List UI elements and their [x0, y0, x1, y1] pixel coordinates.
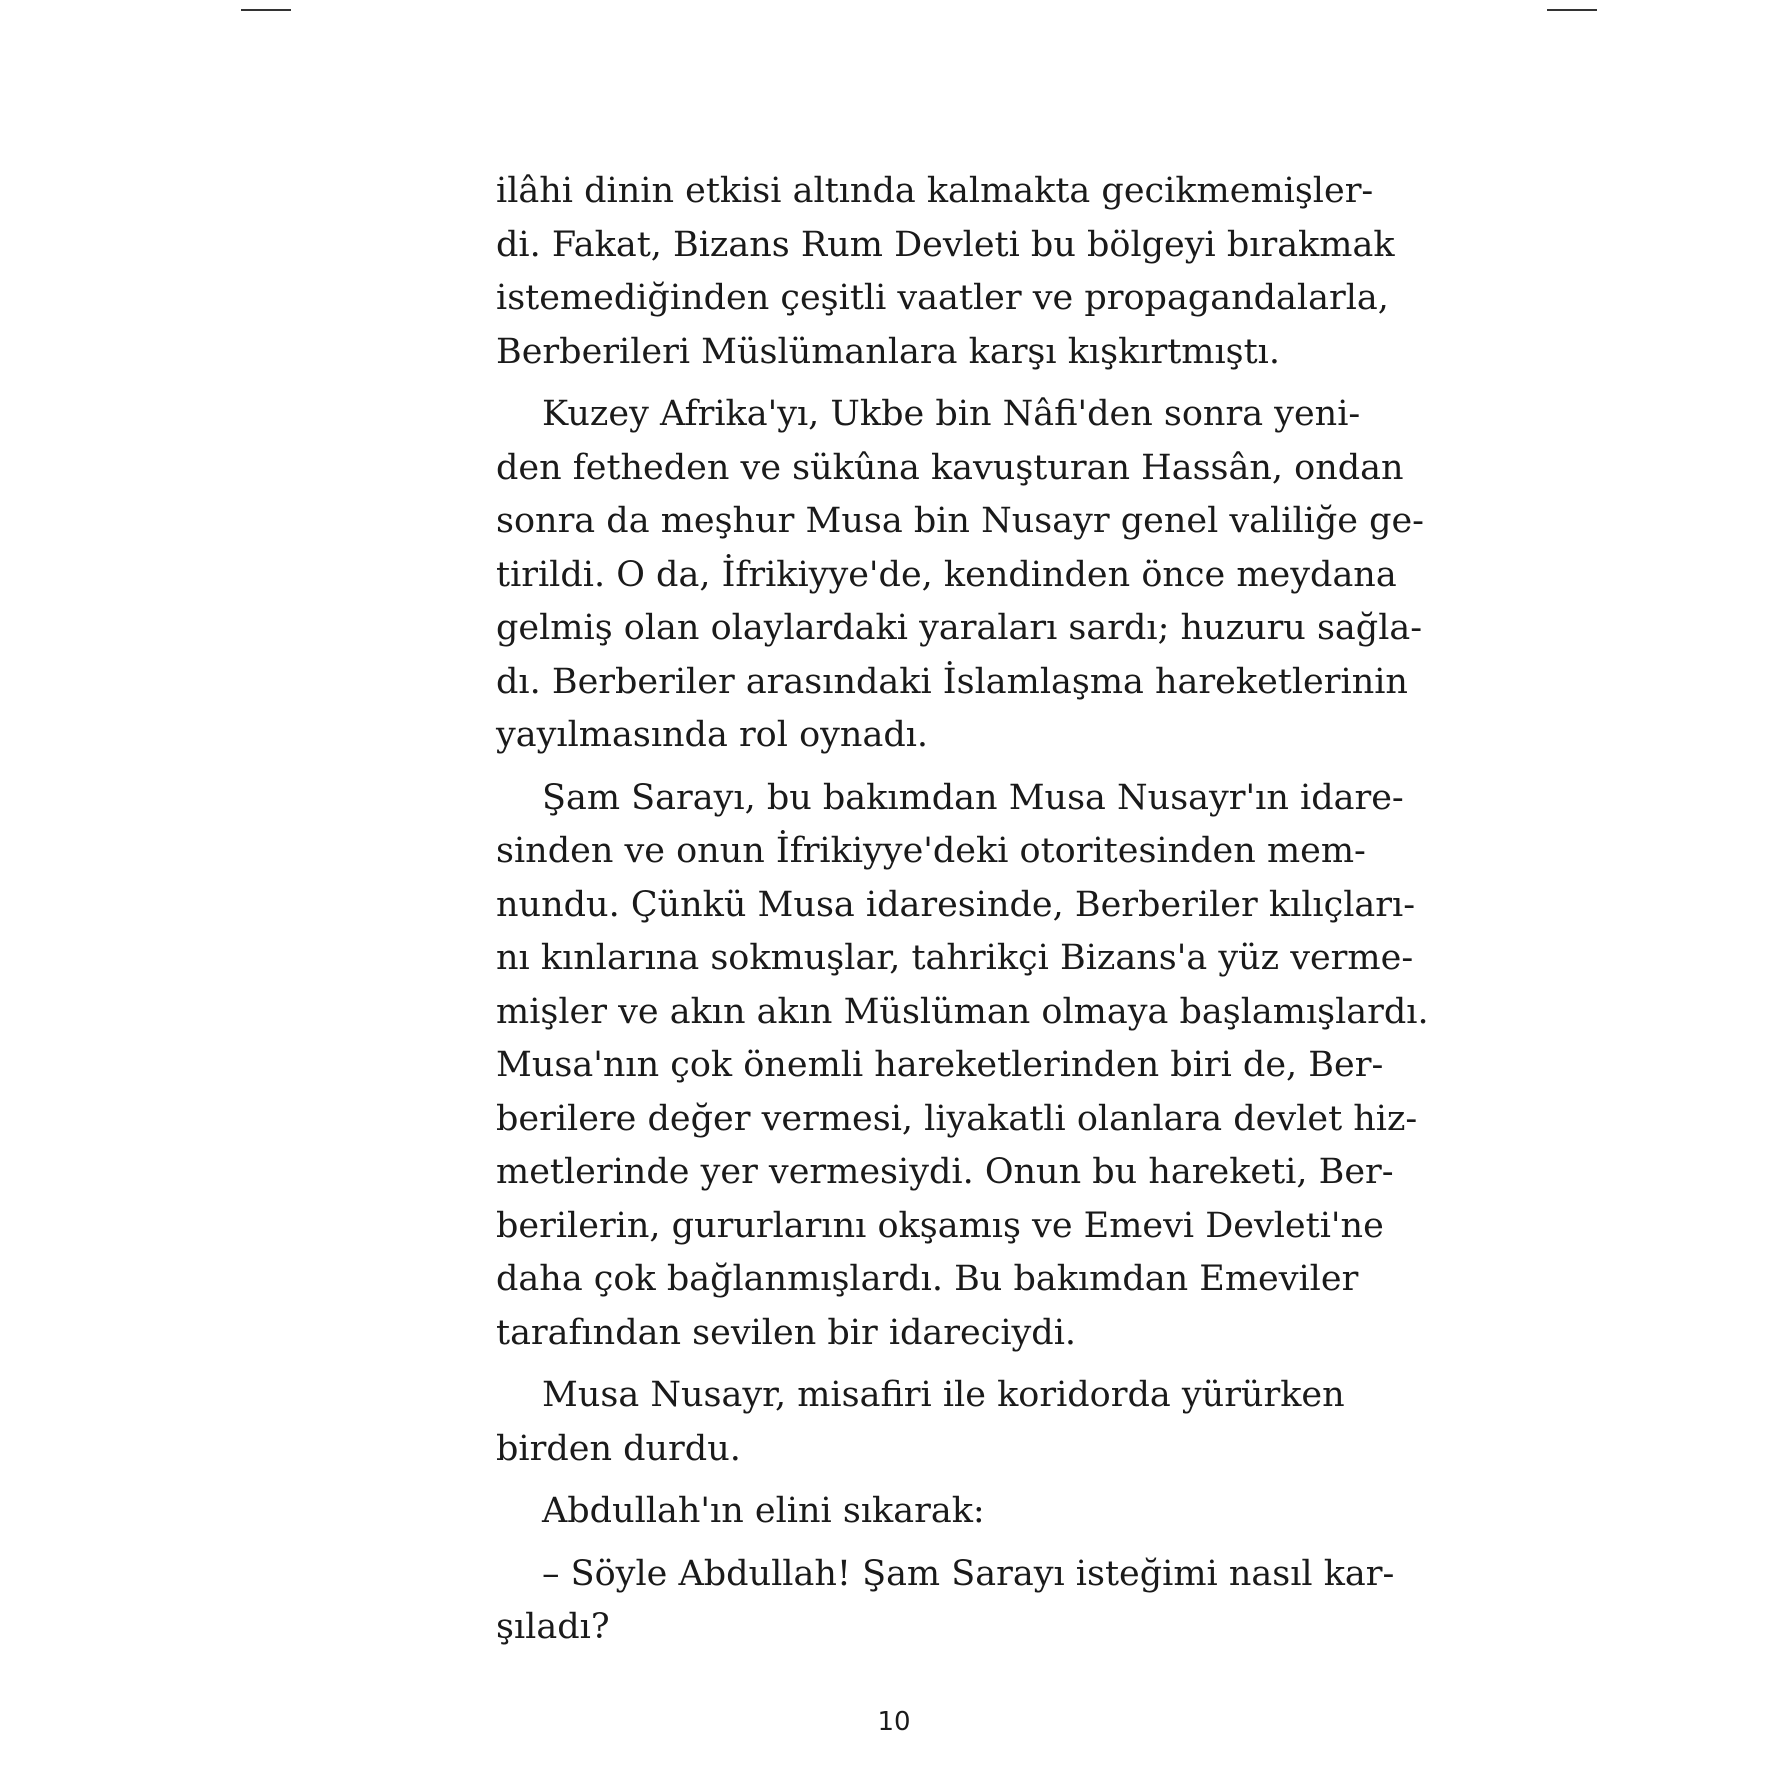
paragraph-3	[496, 772, 1429, 1361]
crop-mark-left	[241, 9, 291, 11]
text-line: birden durdu.	[496, 1428, 741, 1469]
text-line: Kuzey Afrika'yı, Ukbe bin Nâfi'den sonra yeni-	[542, 394, 1361, 434]
text-line: mişler ve akın akın Müslüman olmaya başlamışlardı.	[496, 991, 1429, 1032]
text-line: den fetheden ve sükûna kavuşturan Hassân, ondan	[496, 447, 1404, 488]
text-line: Berberileri Müslümanlara karşı kışkırtmıştı.	[496, 331, 1280, 372]
text-line: di. Fakat, Bizans Rum Devleti bu bölgeyi bırakmak	[496, 224, 1395, 265]
text-line: Musa'nın çok önemli hareketlerinden biri de, Ber-	[496, 1045, 1384, 1085]
text-line: dı. Berberiler arasındaki İslamlaşma hareketlerinin	[496, 661, 1408, 702]
text-line: tarafından sevilen bir idareciydi.	[496, 1312, 1077, 1353]
text-line: sinden ve onun İfrikiyye'deki otoritesinden mem-	[496, 831, 1366, 871]
page-number: 10	[877, 1707, 911, 1737]
text-line: metlerinde yer vermesiydi. Onun bu hareketi, Ber-	[496, 1152, 1394, 1192]
body-text	[496, 165, 1429, 1664]
paragraph-2	[496, 388, 1425, 763]
text-line: nundu. Çünkü Musa idaresinde, Berberiler kılıçları-	[496, 884, 1416, 925]
text-line: yayılmasında rol oynadı.	[496, 715, 929, 755]
text-line: – Söyle Abdullah! Şam Sarayı isteğimi nasıl kar-	[542, 1553, 1395, 1594]
text-line: tirildi. O da, İfrikiyye'de, kendinden önce meydana	[496, 554, 1397, 595]
paragraph-6	[496, 1548, 1395, 1655]
text-line: sonra da meşhur Musa bin Nusayr genel valiliğe ge-	[496, 501, 1425, 541]
text-line: şıladı?	[496, 1607, 610, 1647]
crop-mark-right	[1547, 9, 1597, 11]
text-line: berilerin, gururlarını okşamış ve Emevi Devleti'ne	[496, 1205, 1384, 1246]
paragraph-1	[496, 165, 1395, 379]
text-line: gelmiş olan olaylardaki yaraları sardı; huzuru sağla-	[496, 608, 1423, 648]
paragraph-4	[496, 1369, 1345, 1476]
text-line: Musa Nusayr, misafiri ile koridorda yürürken	[542, 1375, 1345, 1415]
text-line: Abdullah'ın elini sıkarak:	[542, 1491, 985, 1531]
text-line: nı kınlarına sokmuşlar, tahrikçi Bizans'a yüz verme-	[496, 938, 1414, 978]
paragraph-5	[496, 1485, 1334, 1539]
text-line: daha çok bağlanmışlardı. Bu bakımdan Emeviler	[496, 1259, 1359, 1299]
text-line: berilere değer vermesi, liyakatli olanlara devlet hiz-	[496, 1098, 1418, 1139]
text-line: ilâhi dinin etkisi altında kalmakta gecikmemişler-	[496, 171, 1374, 211]
text-line: istemediğinden çeşitli vaatler ve propagandalarla,	[496, 278, 1389, 318]
text-line: Şam Sarayı, bu bakımdan Musa Nusayr'ın idare-	[542, 777, 1404, 818]
